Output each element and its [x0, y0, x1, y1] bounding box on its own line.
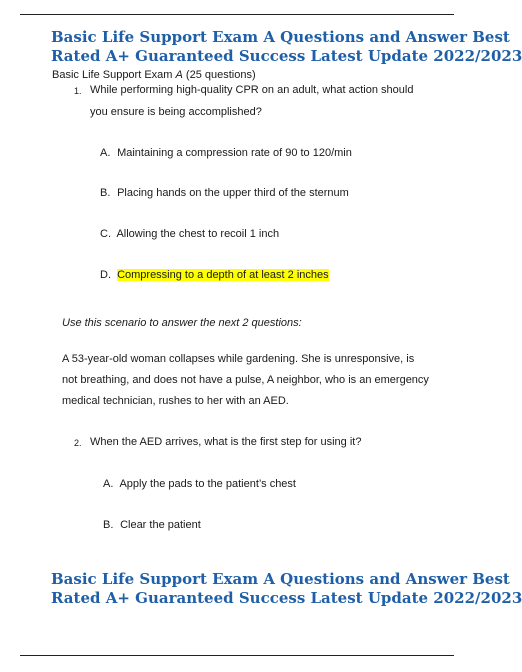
option-letter: A. [103, 478, 114, 490]
document-title [51, 28, 522, 66]
option-letter: A. [100, 147, 111, 159]
top-rule [20, 14, 454, 15]
subtitle-count: (25 questions) [185, 69, 256, 81]
option-text: Allowing the chest to recoil 1 inch [116, 228, 280, 240]
question-1-option-a [100, 146, 352, 160]
footer-title-line-1: Basic Life Support Exam A Questions and Answer Best [51, 570, 510, 588]
question-2-text [90, 431, 430, 453]
document-title-line-2: Rated A+ Guaranteed Success Latest Update 2022/2023 [51, 47, 522, 65]
footer-title-line-2: Rated A+ Guaranteed Success Latest Update 2022/2023 [51, 589, 522, 607]
question-1-number: 1. [74, 86, 82, 96]
option-text: Clear the patient [120, 519, 201, 531]
question-1-line-2: you ensure is being accomplished? [90, 106, 262, 118]
option-text: Placing hands on the upper third of the sternum [117, 187, 349, 199]
document-title-footer [51, 570, 522, 608]
subtitle-text: Basic Life Support Exam [52, 69, 173, 81]
scenario-label: Use this scenario to answer the next 2 questions: [62, 317, 302, 329]
question-2-option-a [103, 477, 296, 491]
question-1-line-1: While performing high-quality CPR on an adult, what action should [90, 84, 414, 96]
option-letter: B. [100, 187, 111, 199]
document-title-line-1: Basic Life Support Exam A Questions and Answer Best [51, 28, 510, 46]
question-1-option-c [100, 227, 279, 241]
option-letter: B. [103, 519, 114, 531]
subtitle-italic-letter: A [175, 69, 183, 81]
question-2-option-b [103, 518, 201, 532]
option-letter: D. [100, 269, 111, 281]
question-2-line-1: When the AED arrives, what is the first step for using it? [90, 436, 362, 448]
highlighted-answer: Compressing to a depth of at least 2 inches [117, 269, 329, 281]
option-text: Maintaining a compression rate of 90 to 120/min [117, 147, 352, 159]
option-text: Apply the pads to the patient’s chest [119, 478, 296, 490]
question-1-option-b [100, 186, 349, 200]
question-2-number: 2. [74, 438, 82, 448]
question-1-text [90, 79, 430, 123]
option-letter: C. [100, 228, 111, 240]
scenario-paragraph: A 53-year-old woman collapses while gardening. She is unresponsive, is not breathing, and does not have a pulse, A neighbor, who is an emergency medical technician, rushes to her with an AED. [62, 353, 429, 407]
bottom-rule [20, 655, 454, 656]
question-1-option-d [100, 268, 329, 282]
